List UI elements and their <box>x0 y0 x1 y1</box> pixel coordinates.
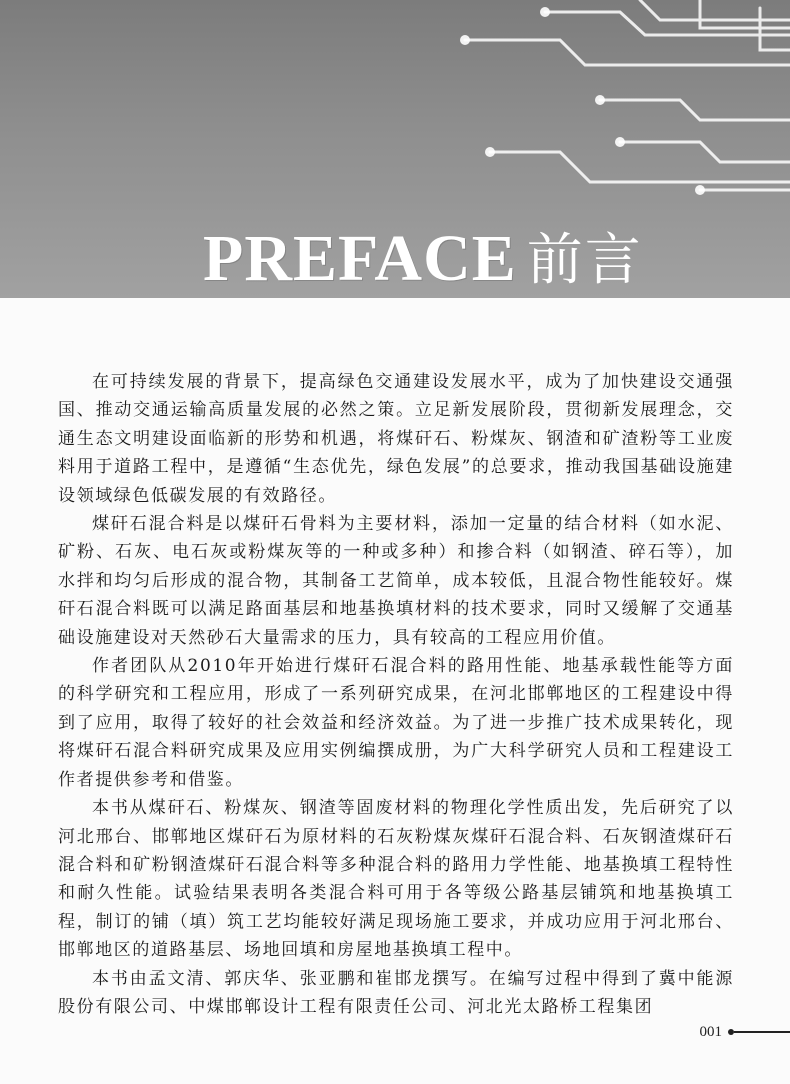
page-footer <box>700 1022 790 1042</box>
preface-body <box>58 368 734 1021</box>
paragraph-2: 煤矸石混合料是以煤矸石骨料为主要材料，添加一定量的结合材料（如水泥、矿粉、石灰、电石灰或粉煤灰等的一种或多种）和掺合料（如钢渣、碎石等），加水拌和均匀后形成的混合物，其制备工艺简单，成本较低，且混合物性能较好。煤矸石混合料既可以满足路面基层和地基换填材料的技术要求，同时又缓解了交通基础设施建设对天然砂石大量需求的压力，具有较高的工程应用价值。 <box>58 514 734 648</box>
preface-title-zh: 前言 <box>526 228 643 293</box>
preface-title-en: PREFACE <box>203 222 517 295</box>
paragraph-4: 本书从煤矸石、粉煤灰、钢渣等固废材料的物理化学性质出发，先后研究了以河北邢台、邯郸地区煤矸石为原材料的石灰粉煤灰煤矸石混合料、石灰钢渣煤矸石混合料和矿粉钢渣煤矸石混合料等多种混合料的路用力学性能、地基换填工程特性和耐久性能。试验结果表明各类混合料可用于各等级公路基层铺筑和地基换填工程，制订的铺（填）筑工艺均能较好满足现场施工要求，并成功应用于河北邢台、邯郸地区的道路基层、场地回填和房屋地基换填工程中。 <box>58 798 734 961</box>
paragraph-3: 作者团队从2010年开始进行煤矸石混合料的路用性能、地基承载性能等方面的科学研究和工程应用，形成了一系列研究成果，在河北邯郸地区的工程建设中得到了应用，取得了较好的社会效益和经济效益。为了进一步推广技术成果转化，现将煤矸石混合料研究成果及应用实例编撰成册，为广大科学研究人员和工程建设工作者提供参考和借鉴。 <box>58 656 734 790</box>
preface-heading <box>203 212 643 295</box>
page-number: 001 <box>699 1023 722 1040</box>
paragraph-1: 在可持续发展的背景下，提高绿色交通建设发展水平，成为了加快建设交通强国、推动交通运输高质量发展的必然之策。立足新发展阶段，贯彻新发展理念，交通生态文明建设面临新的形势和机遇，将煤矸石、粉煤灰、钢渣和矿渣粉等工业废料用于道路工程中，是遵循“生态优先，绿色发展”的总要求，推动我国基础设施建设领域绿色低碳发展的有效路径。 <box>58 372 734 506</box>
paragraph-5: 本书由孟文清、郭庆华、张亚鹏和崔邯龙撰写。在编写过程中得到了冀中能源股份有限公司、中煤邯郸设计工程有限责任公司、河北光太路桥工程集团 <box>58 968 734 1017</box>
header-banner <box>0 0 790 298</box>
page-rule-line <box>734 1031 790 1033</box>
